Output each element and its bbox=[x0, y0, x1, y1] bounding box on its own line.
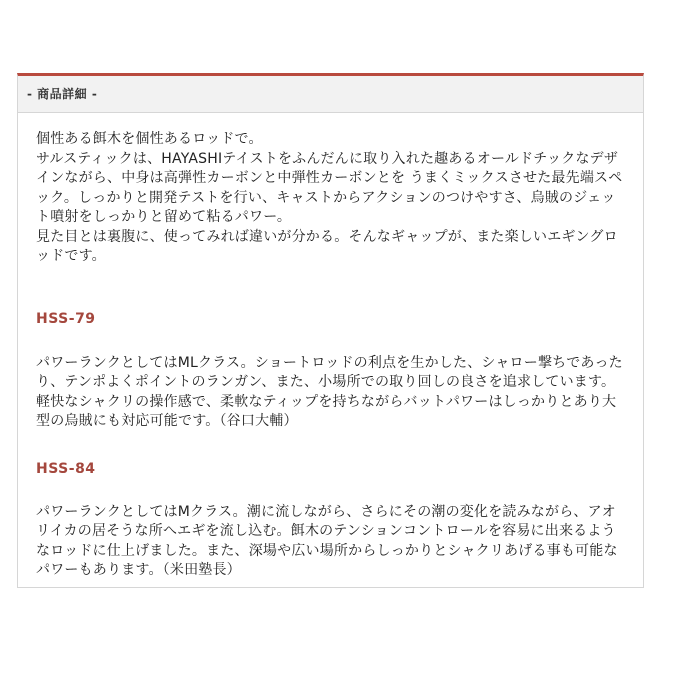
model-title-hss-79: HSS-79 bbox=[36, 310, 96, 327]
model-description-hss-79: パワーランクとしてはMLクラス。ショートロッドの利点を生かした、シャロー撃ちであったり、テンポよくポイントのランガン、また、小場所での取り回しの良さを追求しています。軽快なシャクリの操作感で、柔軟なティップを持ちながらバットパワーはしっかりとあり大型の烏賊にも対応可能です。（谷口大輔） bbox=[36, 354, 623, 429]
intro-line-1: 個性ある餌木を個性あるロッドで。 bbox=[36, 131, 263, 147]
model-description-hss-84: パワーランクとしてはMクラス。潮に流しながら、さらにその潮の変化を読みながら、アオリイカの居そうな所へエギを流し込む。餌木のテンションコントロールを容易に出来るようなロッドに仕上げました。また、深場や広い場所からしっかりとシャクリあげる事も可能なパワーもあります。（米田塾長） bbox=[36, 503, 618, 578]
panel-body bbox=[18, 113, 643, 581]
intro-line-2: サルスティックは、HAYASHIテイストをふんだんに取り入れた趣あるオールドチックなデザインながら、中身は高弾性カーボンと中弾性カーボンとを うまくミックスさせた最先端スペック。しっかりと開発テストを行い、キャストからアクションのつけやすさ、烏賊のジェット噴射をしっかりと留めて粘るパワー。 bbox=[36, 150, 623, 225]
model-title-hss-84: HSS-84 bbox=[36, 460, 96, 477]
intro-paragraph bbox=[36, 130, 627, 267]
panel-header-title: - 商品詳細 - bbox=[18, 76, 643, 113]
intro-line-3: 見た目とは裏腹に、使ってみれば違いが分かる。そんなギャップが、また楽しいエギングロッドです。 bbox=[36, 228, 618, 264]
product-detail-panel bbox=[17, 73, 644, 588]
